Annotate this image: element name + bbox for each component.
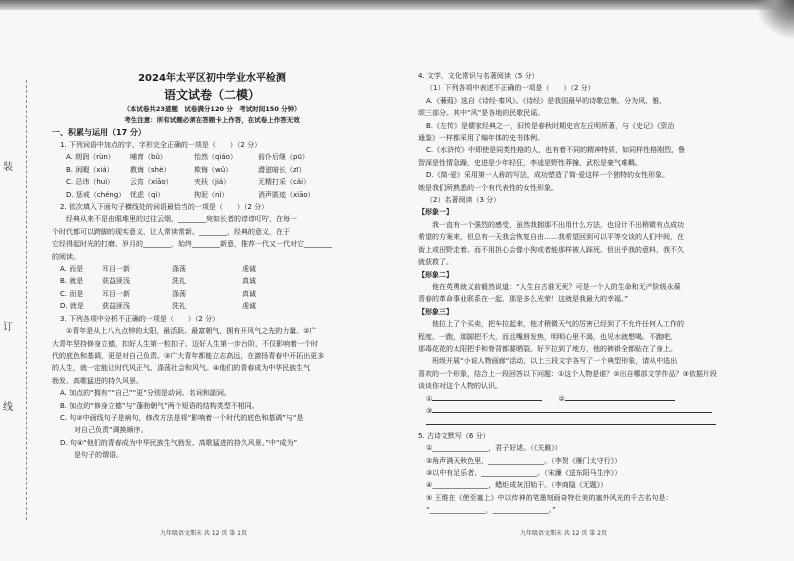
q2-option-row	[52, 275, 372, 287]
q2-c-1: C. 而是	[60, 289, 84, 298]
q1-c-4: 无精打采（cǎi）	[258, 178, 311, 187]
q2-option-row	[52, 300, 372, 312]
excerpt-1-tag: 【形象一】	[418, 208, 453, 217]
q1-a-4: 前仆后继（pū）	[258, 153, 309, 162]
q1-option-row	[52, 164, 372, 176]
q1-c-2: 云宵（xiāo）	[130, 178, 173, 187]
answer-blank-1[interactable]	[432, 400, 542, 401]
q2-c-3: 涤荡	[172, 289, 186, 298]
page-right	[418, 70, 748, 517]
q5-line: “________________，________________。”	[426, 506, 556, 515]
question-3: 3. 下列各项中分析不正确的一项是（ ）（2 分）	[60, 314, 220, 323]
answer-row	[418, 405, 748, 417]
q2-a-1: A. 而是	[60, 265, 84, 274]
section-heading: 一、积累与运用（17 分）	[52, 128, 146, 137]
q2-c-2: 耳目一新	[102, 289, 130, 298]
q1-option-row	[52, 151, 372, 163]
q3-option: B. 加点的“修身立德”与“蓬勃朝气”两个短语的结构类型不相同。	[60, 401, 259, 410]
q2-a-2: 耳目一新	[102, 265, 130, 274]
excerpt-2-line: 他在英勇就义前毅然说道：“人生自古谁无死？可是一个人的生命和无产阶级永葆	[418, 282, 681, 291]
q1-d-4: 消声匿迹（xiāo）	[258, 190, 315, 199]
answer-row	[418, 393, 748, 405]
question-4: 4. 文学、文化常识与名著阅读（5 分）	[418, 72, 539, 80]
exam-meta: （本试卷共23道题 试卷满分120 分 考试时间150 分钟）	[123, 105, 301, 113]
q1-d-2: 忧虑（qì）	[130, 190, 165, 199]
q2-option-row	[52, 288, 372, 300]
q5-line: ③以中有足乐者，________________。（宋濂《送东阳马生序》）	[426, 469, 622, 477]
q1-c-3: 夹袄（jiá）	[194, 178, 231, 187]
q2-d-4: 虔诚	[242, 302, 256, 311]
q2-passage-line: 的阅读。	[52, 252, 80, 261]
q2-d-1: D. 就是	[60, 302, 84, 311]
excerpt-3-line: 程度。一跑，那脚把不大，而且嘴唇发焦，明明心里不渴，也见水就想喝。不跑吧，	[418, 332, 677, 341]
excerpt-2-line: 青春的革命事业联系在一起，那是多么光荣！这就是我最大的幸福。”	[418, 295, 629, 304]
q3-option: D. 句④“他们的青春成为中华民族生气勃发、高歌猛进的持久风景。”中“成为”	[60, 438, 298, 447]
scan-top-edge	[0, 0, 794, 10]
binding-label-xian: 线	[3, 402, 13, 413]
excerpt-1-line: 希望的方案来，但总有一天我会恢复自由……我希望回到可以平等交谈的人们中间，在	[418, 233, 684, 242]
excerpt-1-line: 我一直有一个强烈的感受，虽然我拥那不出用什么方法，也设计不出稍微有点成功	[418, 220, 684, 229]
q2-passage-line: 个时代都可以跨脚的现实意义，让人常读常新。________，经典的意义，在于	[52, 227, 290, 236]
q4-option: 她是我们所熟悉的一个有代表性的女性形象。	[418, 183, 558, 192]
q2-a-3: 涤荡	[172, 265, 186, 274]
q1-c-1: C. 忌讳（huì）	[66, 178, 115, 187]
q3-passage-line: 勃发、高歌猛进的持久风景。	[52, 376, 143, 385]
answer-label-3: ③	[426, 406, 433, 415]
q3-option: 对自己负责”调换顺序。	[60, 426, 148, 435]
q3-passage-line: 代的底色和基调，更是对自己负责。③广大青年都能立志高远，在激扬青春中开拓出更多	[52, 351, 325, 360]
q2-d-2: 获益匪浅	[102, 302, 130, 311]
q1-a-2: 哺育（bǔ）	[130, 153, 167, 162]
q2-b-1: B. 就是	[60, 277, 84, 286]
q1-b-2: 教诲（shè）	[130, 165, 171, 174]
q2-a-4: 虔诚	[242, 265, 256, 274]
excerpt-3-line: 他拉上了个买卖，把车拉起来，他才稍微天气的厉害已经到了不允许任何人工作的	[418, 320, 684, 329]
q2-b-2: 获益匪浅	[102, 277, 130, 286]
q1-d-1: D. 惩戒（chéng）	[66, 190, 126, 199]
answer-blank-2[interactable]	[565, 400, 675, 401]
q1-b-4: 潜滋暗长（zī）	[258, 165, 306, 174]
q4-option: B.《左传》是儒家经典之一，旧传是春秋时期史官左丘明所著，与《史记》《资治	[426, 121, 675, 130]
q2-c-4: 真诚	[242, 289, 256, 298]
q3-passage-line: ①青年是从上八九点钟的太阳，最活跃、最富朝气，拥有开风气之先的力量。②广	[52, 327, 317, 336]
excerpt-1-line: 就获救了。	[418, 258, 453, 267]
q3-passage-line: 大青年坚持修身立德，扣好人生第一粒扣子、迈好人生第一步台阶，不仅影响着一个时	[52, 339, 318, 348]
excerpt-3-line: 班级开展“小说人物画廊”活动，以上三段文字各写了一个典型形象，请从中选出	[418, 357, 678, 366]
answer-label-2: ②	[558, 394, 565, 403]
excerpt-3-line: 喜欢的一个形象，结合上一段回答以下问题：①这个人物是谁？②出自哪部文学作品？③依据片段	[418, 369, 717, 378]
answer-label-1: ①	[426, 394, 433, 403]
question-2: 2. 依次填入下面句子横线处的词语最恰当的一项是（ ）（2 分）	[60, 203, 269, 212]
answer-blank-4[interactable]	[426, 424, 716, 425]
q2-option-row	[52, 263, 372, 275]
q5-line: ①________________，君子好逑。（《关雎》）	[426, 444, 562, 453]
q2-d-3: 洗礼	[172, 302, 186, 311]
q5-line: ④________________，蜡炬成灰泪始干。（李商隐《无题》）	[426, 481, 608, 490]
scan-shadow	[754, 0, 794, 40]
excerpt-2-tag: 【形象二】	[418, 270, 453, 279]
q3-option: 是句子的谓语。	[60, 451, 123, 460]
q1-option-row	[52, 189, 372, 201]
excerpt-3-tag: 【形象三】	[418, 307, 453, 316]
question-1: 1. 下列词语中加点的字，字形完全正确的一项是（ ）（2 分）	[60, 141, 262, 149]
q2-b-3: 洗礼	[172, 277, 186, 286]
q2-passage-line: 经典从来不是由眼堆里的过往云烟，________宛如长者的谆谆叮咛，在每一	[52, 215, 297, 224]
q2-passage-line: 它经得起时光的打磨、岁月的________，始终________新意，推荐一代又一代对它________	[52, 240, 332, 249]
q4-option: 颂三部分。其中“风”是各地的民歌民谣。	[418, 109, 545, 118]
q4-option: A.《蒹葭》选自《诗经·秦风》。《诗经》是我国最早的诗歌总集，分为风、雅、	[426, 96, 667, 105]
answer-blank-3[interactable]	[432, 412, 712, 413]
exam-title: 2024年太平区初中学业水平检测	[138, 73, 286, 84]
excerpt-1-line: 街上或田野走着。而不用担心会像小狗或者能那样被人踩死。但出乎我的意料，我不久	[418, 245, 684, 254]
q1-a-1: A. 朗润（rùn）	[66, 153, 115, 162]
excerpt-3-line: 那毒花花的太阳把手和脊背都要晒裂。好歹拉到了地方，他的裤褂全都贴在了身上。	[418, 344, 677, 353]
answer-row	[418, 417, 748, 429]
q4-option: 智深是性情急躁，史进是少年轻狂，李逵是野性莽撞，武松是豪气难羁。	[418, 158, 642, 167]
q1-d-3: 拘泥（nì）	[194, 190, 229, 199]
binding-label-zhuang: 装	[3, 162, 13, 173]
q1-b-1: B. 闲暇（xiá）	[66, 165, 114, 174]
q4-option: D.《简·爱》采用第一人称的写法，成功塑造了简·爱这样一个独特的女性形象。	[426, 171, 670, 180]
q4-option: C.《水浒传》中即使是同类性格的人，也有着不同的精神特质，如同样性格刚烈，鲁	[426, 146, 686, 155]
binding-label-ding: 订	[3, 322, 13, 333]
q3-option: A. 加点的“拥有”“自己”“更”分别是动词、名词和副词。	[60, 389, 231, 398]
page-footer-right: 九年级语文期末 共 12 页 第 2页	[520, 530, 607, 537]
q1-b-3: 欺侮（wǔ）	[194, 165, 233, 174]
question-4-1: （1）下列各项中表述不正确的一项是（ ）（2 分）	[426, 84, 595, 93]
excerpt-3-line: 谈谈你对这个人物的认识。	[418, 382, 502, 391]
question-4-2: （2）名著阅读（3 分）	[426, 196, 501, 205]
q1-a-3: 怡然（qiáo）	[194, 153, 237, 162]
exam-subtitle: 语文试卷（二模）	[163, 88, 260, 102]
exam-notice: 考生注意：所有试题必须在答题卡上作答，在试卷上作答无效	[124, 116, 300, 124]
q3-passage-line: 的人生，就一定能让时代风正气、涤荡社会和风气。④他们的青春成为中华民族生气	[52, 364, 311, 373]
binding-line	[26, 80, 27, 520]
page-left	[52, 70, 372, 462]
q5-line: ⑤ 王维在《使至塞上》中以传神的笔墨刻画奇特壮美的塞外风光的千古名句是：	[426, 493, 673, 502]
q1-option-row	[52, 176, 372, 188]
page-footer-left: 九年级语文期末 共 12 页 第 1页	[160, 530, 247, 537]
q5-line: ②角声满天秋色里，________________。（李贺《雁门太守行》）	[426, 456, 622, 465]
q2-b-4: 真诚	[242, 277, 256, 286]
q4-option: 通鉴》一样都采用了编年体的史书体例。	[418, 134, 544, 143]
q3-option: C. 句②中画线句子是病句，修改方法是将“影响着一个时代的底色和基调”与“是	[60, 413, 304, 422]
question-5: 5. 古诗文默写（6 分）	[418, 431, 490, 440]
